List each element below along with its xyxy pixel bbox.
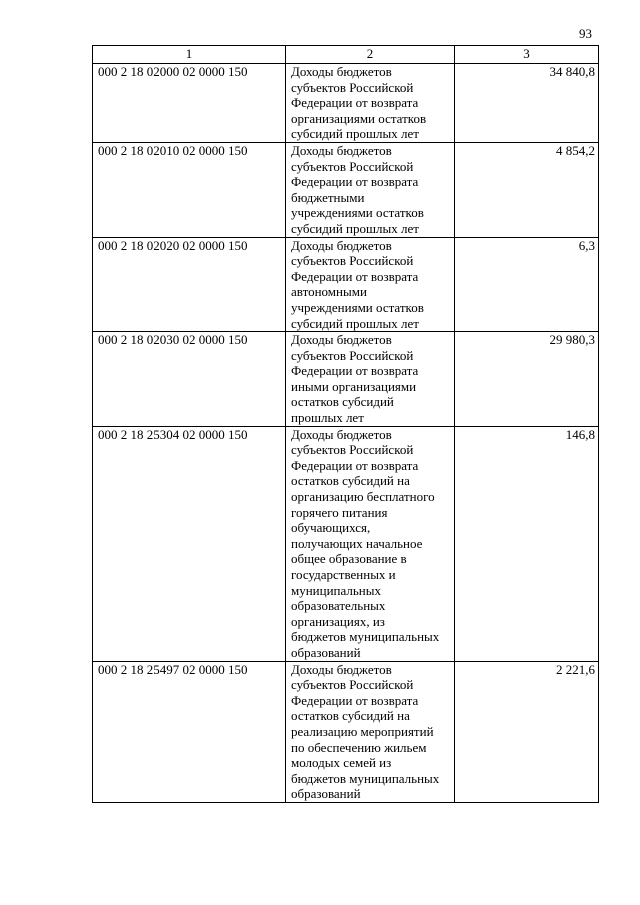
table-row [93, 661, 599, 802]
description-line: образовательных [291, 598, 386, 614]
description-line: субсидий прошлых лет [291, 220, 419, 236]
description-line: образований [291, 644, 361, 660]
description-line: государственных и [291, 567, 396, 582]
budget-classification-code: 000 2 18 02020 02 0000 150 [93, 237, 286, 332]
description-line: Федерации от возврата [291, 174, 419, 190]
description-line: Федерации от возврата [291, 363, 419, 379]
description-line: остатков субсидий [291, 394, 394, 410]
description-line: субъектов Российской [291, 253, 414, 269]
description-line: организацию бесплатного [291, 489, 435, 505]
description-line: образований [291, 786, 361, 802]
column-header-2: 2 [286, 46, 455, 64]
description-line: Доходы бюджетов [291, 426, 392, 442]
description-line: прошлых лет [291, 410, 364, 426]
description-line: субъектов Российской [291, 158, 414, 174]
description-line: субъектов Российской [291, 79, 414, 95]
column-header-3: 3 [455, 46, 599, 64]
revenue-description [286, 64, 455, 143]
description-line: субъектов Российской [291, 347, 414, 363]
description-line: Доходы бюджетов [291, 332, 392, 348]
description-line: бюджетными [291, 189, 365, 205]
description-line: автономными [291, 284, 367, 300]
description-line: муниципальных [291, 582, 382, 598]
description-line: учреждениями остатков [291, 205, 424, 221]
budget-classification-code: 000 2 18 02000 02 0000 150 [93, 64, 286, 143]
description-line: реализацию мероприятий [291, 723, 434, 739]
amount-value: 4 854,2 [455, 142, 599, 237]
table-row [93, 142, 599, 237]
description-line: организациях, из [291, 613, 385, 629]
description-line: организациями остатков [291, 110, 427, 126]
page-number: 93 [579, 26, 592, 41]
description-line: Федерации от возврата [291, 457, 419, 473]
table-row [93, 332, 599, 427]
amount-value: 6,3 [455, 237, 599, 332]
budget-classification-code: 000 2 18 02030 02 0000 150 [93, 332, 286, 427]
description-line: обучающихся, [291, 520, 371, 536]
table-body [93, 64, 599, 803]
budget-classification-code: 000 2 18 25497 02 0000 150 [93, 661, 286, 802]
revenue-description [286, 142, 455, 237]
description-line: субъектов Российской [291, 677, 414, 693]
description-line: молодых семей из [291, 755, 392, 771]
budget-classification-code: 000 2 18 25304 02 0000 150 [93, 426, 286, 661]
description-line: учреждениями остатков [291, 299, 424, 315]
description-line: субсидий прошлых лет [291, 315, 419, 331]
budget-classification-code: 000 2 18 02010 02 0000 150 [93, 142, 286, 237]
description-line: иными организациями [291, 378, 417, 394]
description-line: Доходы бюджетов [291, 64, 392, 79]
description-line: Доходы бюджетов [291, 661, 392, 677]
description-line: Федерации от возврата [291, 95, 419, 111]
description-line: Доходы бюджетов [291, 237, 392, 253]
amount-value: 2 221,6 [455, 661, 599, 802]
amount-value: 34 840,8 [455, 64, 599, 143]
description-line: бюджетов муниципальных [291, 770, 440, 786]
description-line: субсидий прошлых лет [291, 126, 419, 142]
column-header-1: 1 [93, 46, 286, 64]
description-line: остатков субсидий на [291, 708, 410, 724]
description-line: бюджетов муниципальных [291, 629, 440, 645]
description-line: получающих начальное [291, 535, 423, 551]
amount-value: 29 980,3 [455, 332, 599, 427]
description-line: остатков субсидий на [291, 473, 410, 489]
budget-revenue-table [92, 45, 599, 803]
table-row [93, 237, 599, 332]
revenue-description [286, 661, 455, 802]
revenue-description [286, 426, 455, 661]
revenue-description [286, 332, 455, 427]
description-line: Доходы бюджетов [291, 142, 392, 158]
description-line: субъектов Российской [291, 442, 414, 458]
description-line: общее образование в [291, 551, 407, 567]
table-row [93, 426, 599, 661]
table-row [93, 64, 599, 143]
amount-value: 146,8 [455, 426, 599, 661]
description-line: Федерации от возврата [291, 692, 419, 708]
table-header-row [93, 46, 599, 64]
revenue-description [286, 237, 455, 332]
description-line: Федерации от возврата [291, 268, 419, 284]
description-line: горячего питания [291, 504, 388, 520]
description-line: по обеспечению жильем [291, 739, 427, 755]
